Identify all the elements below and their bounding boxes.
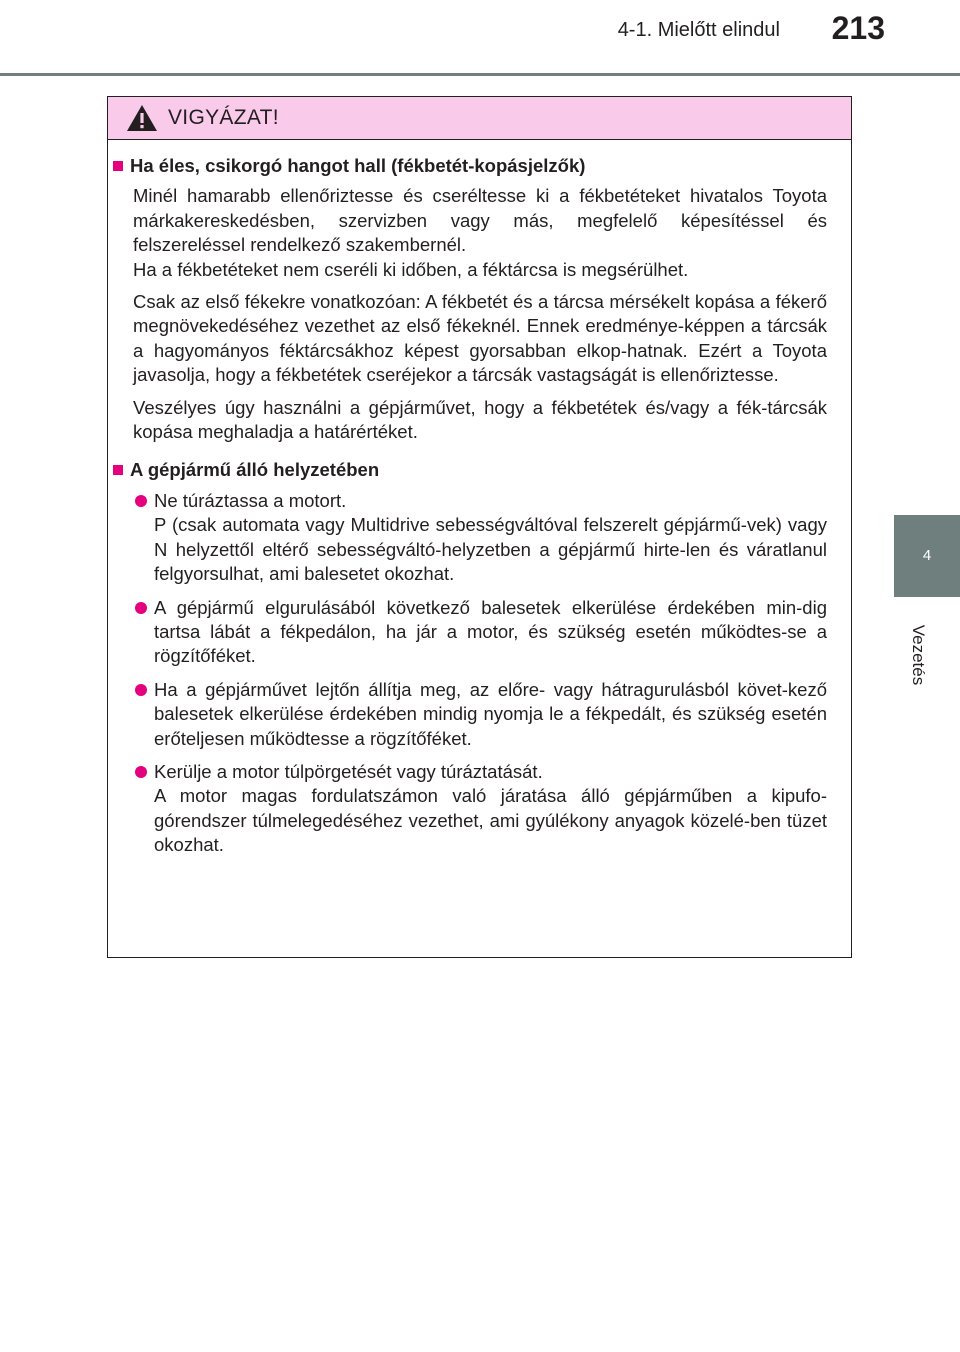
list-item-lead: Kerülje a motor túlpörgetését vagy túráztatását. [154,760,543,782]
warning-box [107,96,852,958]
chapter-label [885,610,951,690]
warning-triangle-icon [126,104,158,132]
round-bullet-icon [135,602,147,614]
section-heading-text: A gépjármű álló helyzetében [130,459,380,481]
warning-header [108,97,851,140]
list-item-text: A motor magas fordulatszámon való járatása álló gépjárműben a kipufo-górendszer túlmelegedéséhez vezethet, ami gyúlékony anyagok közelé-ben tüzet okozhat. [154,785,827,856]
chapter-tab: 4 [894,515,960,597]
list-item [135,760,827,858]
paragraph-text: Ha a fékbetéteket nem cseréli ki időben, a féktárcsa is megsérülhet. [133,258,689,280]
section-heading [113,154,827,178]
list-item [135,678,827,751]
section-title: 4-1. Mielőtt elindul [617,19,780,41]
list-item [135,489,827,587]
page-number: 213 [831,10,885,46]
square-bullet-icon [113,465,123,475]
chapter-label-text: Vezetés [909,624,928,686]
list-item-text: P (csak automata vagy Multidrive sebességváltóval felszerelt gépjármű-vek) vagy N helyzettől eltérő sebességváltó-helyzetben a gépjármű hirte-len és váratlanul felgyorsulhat, ami balesetet okozhat. [154,514,827,585]
warning-title: VIGYÁZAT! [168,106,279,129]
paragraph [133,184,827,282]
warning-content [108,140,851,858]
list-item [135,596,827,669]
square-bullet-icon [113,161,123,171]
list-item-text: A gépjármű elgurulásából következő balesetek elkerülése érdekében min-dig tartsa lábát a fékpedálon, ha jár a motor, és szükség esetén működtes-se a rögzítőféket. [154,596,827,667]
paragraph: Veszélyes úgy használni a gépjárművet, hogy a fékbetétek és/vagy a fék-tárcsák kopása meghaladja a határértéket. [133,396,827,443]
round-bullet-icon [135,495,147,507]
paragraph: Csak az első fékekre vonatkozóan: A fékbetét és a tárcsa mérsékelt kopása a fékerő megnövekedéséhez vezethet az első fékeknél. Ennek eredménye-képpen a tárcsák a hagyományos féktárcsákhoz képest gyorsabban elkop-hatnak. Ezért a Toyota javasolja, hogy a fékbetétek cseréjekor a tárcsák vastagságát is ellenőriztesse. [133,291,827,386]
section-heading [113,458,827,482]
header-rule [0,73,960,76]
round-bullet-icon [135,766,147,778]
section-heading-text: Ha éles, csikorgó hangot hall (fékbetét-kopásjelzők) [130,155,586,176]
paragraph-text: Minél hamarabb ellenőriztesse és cseréltesse ki a fékbetéteket hivatalos Toyota márkakereskedésben, szervizben vagy más, megfelelő képesítéssel és felszereléssel rendelkező szakembernél. [133,185,827,256]
round-bullet-icon [135,684,147,696]
list-item-lead: Ne túráztassa a motort. [154,489,347,511]
list-item-text: Ha a gépjárművet lejtőn állítja meg, az előre- vagy hátragurulásból követ-kező balesetek elkerülése érdekében mindig nyomja le a fékpedált, és szükség esetén erőteljesen működtesse a rögzítőféket. [154,678,827,749]
